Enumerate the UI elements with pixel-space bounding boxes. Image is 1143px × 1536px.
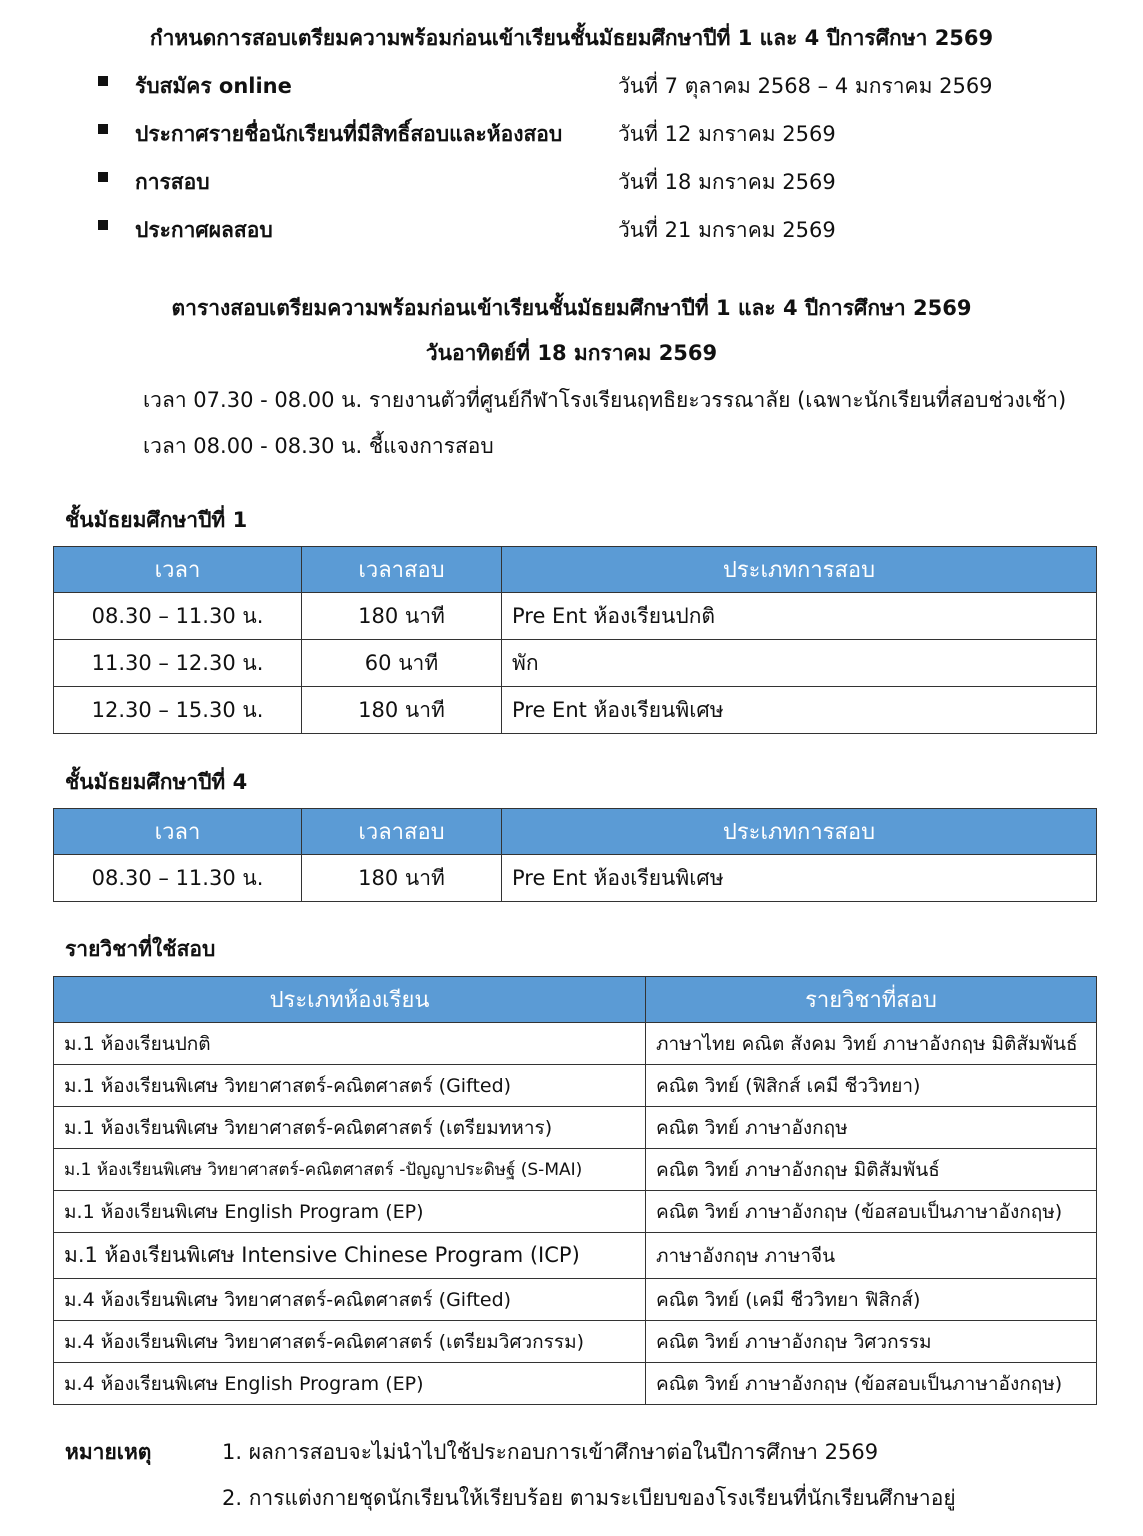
col-type: ประเภทการสอบ	[502, 809, 1097, 855]
exam-title: ตารางสอบเตรียมความพร้อมก่อนเข้าเรียนชั้นมัธยมศึกษาปีที่ 1 และ 4 ปีการศึกษา 2569	[171, 296, 972, 320]
room-cell: ม.1 ห้องเรียนพิเศษ วิทยาศาสตร์-คณิตศาสตร์ (เตรียมทหาร)	[54, 1107, 646, 1149]
table-row	[54, 687, 1097, 734]
table-row	[54, 1321, 1097, 1363]
notes-label: หมายเหตุ	[65, 1440, 152, 1464]
schedule-label: การสอบ	[135, 170, 210, 194]
room-cell: ม.1 ห้องเรียนพิเศษ Intensive Chinese Program (ICP)	[54, 1233, 646, 1279]
bullet-icon	[98, 172, 108, 182]
table-row	[54, 1233, 1097, 1279]
subjects-cell: คณิต วิทย์ ภาษาอังกฤษ วิศวกรรม	[646, 1321, 1097, 1363]
schedule-title: กำหนดการสอบเตรียมความพร้อมก่อนเข้าเรียนชั้นมัธยมศึกษาปีที่ 1 และ 4 ปีการศึกษา 2569	[149, 26, 994, 50]
schedule-date: วันที่ 21 มกราคม 2569	[618, 218, 836, 242]
schedule-date: วันที่ 12 มกราคม 2569	[618, 122, 836, 146]
col-subjects: รายวิชาที่สอบ	[646, 977, 1097, 1023]
schedule-date: วันที่ 18 มกราคม 2569	[618, 170, 836, 194]
subjects-cell: ภาษาไทย คณิต สังคม วิทย์ ภาษาอังกฤษ มิติสัมพันธ์	[646, 1023, 1097, 1065]
room-cell: ม.1 ห้องเรียนพิเศษ วิทยาศาสตร์-คณิตศาสตร์ -ปัญญาประดิษฐ์ (S-MAI)	[54, 1149, 646, 1191]
time-cell: 12.30 – 15.30 น.	[54, 687, 302, 734]
col-type: ประเภทการสอบ	[502, 547, 1097, 593]
type-cell: Pre Ent ห้องเรียนพิเศษ	[502, 687, 1097, 734]
bullet-icon	[98, 76, 108, 86]
duration-cell: 180 นาที	[302, 855, 502, 902]
room-cell: ม.1 ห้องเรียนพิเศษ English Program (EP)	[54, 1191, 646, 1233]
subjects-cell: คณิต วิทย์ ภาษาอังกฤษ (ข้อสอบเป็นภาษาอังกฤษ)	[646, 1191, 1097, 1233]
table-row	[54, 1279, 1097, 1321]
bullet-icon	[98, 124, 108, 134]
col-room: ประเภทห้องเรียน	[54, 977, 646, 1023]
room-cell: ม.1 ห้องเรียนปกติ	[54, 1023, 646, 1065]
time-cell: 11.30 – 12.30 น.	[54, 640, 302, 687]
room-cell: ม.1 ห้องเรียนพิเศษ วิทยาศาสตร์-คณิตศาสตร์ (Gifted)	[54, 1065, 646, 1107]
subjects-cell: คณิต วิทย์ (ฟิสิกส์ เคมี ชีววิทยา)	[646, 1065, 1097, 1107]
room-cell: ม.4 ห้องเรียนพิเศษ วิทยาศาสตร์-คณิตศาสตร์ (เตรียมวิศวกรรม)	[54, 1321, 646, 1363]
col-time: เวลา	[54, 547, 302, 593]
table-row	[54, 1149, 1097, 1191]
bullet-icon	[98, 220, 108, 230]
type-cell: Pre Ent ห้องเรียนพิเศษ	[502, 855, 1097, 902]
col-duration: เวลาสอบ	[302, 809, 502, 855]
table-row	[54, 640, 1097, 687]
table-row	[54, 593, 1097, 640]
exam-date: วันอาทิตย์ที่ 18 มกราคม 2569	[425, 341, 718, 365]
col-duration: เวลาสอบ	[302, 547, 502, 593]
type-cell: Pre Ent ห้องเรียนปกติ	[502, 593, 1097, 640]
schedule-date: วันที่ 7 ตุลาคม 2568 – 4 มกราคม 2569	[618, 74, 993, 98]
subjects-cell: คณิต วิทย์ (เคมี ชีววิทยา ฟิสิกส์)	[646, 1279, 1097, 1321]
col-time: เวลา	[54, 809, 302, 855]
subjects-cell: คณิต วิทย์ ภาษาอังกฤษ (ข้อสอบเป็นภาษาอังกฤษ)	[646, 1363, 1097, 1405]
exam-line: เวลา 08.00 - 08.30 น. ชี้แจงการสอบ	[143, 434, 494, 458]
note-item: 2. การแต่งกายชุดนักเรียนให้เรียบร้อย ตามระเบียบของโรงเรียนที่นักเรียนศึกษาอยู่	[222, 1486, 956, 1510]
schedule-label: ประกาศผลสอบ	[135, 218, 273, 242]
duration-cell: 60 นาที	[302, 640, 502, 687]
table-row	[54, 1107, 1097, 1149]
table-row	[54, 1191, 1097, 1233]
subjects-cell: คณิต วิทย์ ภาษาอังกฤษ มิติสัมพันธ์	[646, 1149, 1097, 1191]
note-item: 1. ผลการสอบจะไม่นำไปใช้ประกอบการเข้าศึกษาต่อในปีการศึกษา 2569	[222, 1440, 879, 1464]
time-cell: 08.30 – 11.30 น.	[54, 855, 302, 902]
m1-title: ชั้นมัธยมศึกษาปีที่ 1	[65, 508, 248, 532]
time-cell: 08.30 – 11.30 น.	[54, 593, 302, 640]
schedule-label: รับสมัคร online	[135, 74, 292, 98]
type-cell: พัก	[502, 640, 1097, 687]
schedule-label: ประกาศรายชื่อนักเรียนที่มีสิทธิ์สอบและห้องสอบ	[135, 122, 563, 146]
duration-cell: 180 นาที	[302, 593, 502, 640]
m1-table	[53, 546, 1097, 734]
m4-title: ชั้นมัธยมศึกษาปีที่ 4	[65, 770, 248, 794]
table-row	[54, 855, 1097, 902]
table-row	[54, 1065, 1097, 1107]
room-cell: ม.4 ห้องเรียนพิเศษ English Program (EP)	[54, 1363, 646, 1405]
m4-table	[53, 808, 1097, 902]
exam-line: เวลา 07.30 - 08.00 น. รายงานตัวที่ศูนย์กีฬาโรงเรียนฤทธิยะวรรณาลัย (เฉพาะนักเรียนที่สอบช่วงเช้า)	[143, 388, 1067, 412]
subjects-cell: คณิต วิทย์ ภาษาอังกฤษ	[646, 1107, 1097, 1149]
table-row	[54, 1023, 1097, 1065]
table-row	[54, 1363, 1097, 1405]
room-cell: ม.4 ห้องเรียนพิเศษ วิทยาศาสตร์-คณิตศาสตร์ (Gifted)	[54, 1279, 646, 1321]
duration-cell: 180 นาที	[302, 687, 502, 734]
subjects-title: รายวิชาที่ใช้สอบ	[65, 937, 216, 961]
subjects-cell: ภาษาอังกฤษ ภาษาจีน	[646, 1233, 1097, 1279]
subjects-table	[53, 976, 1097, 1405]
